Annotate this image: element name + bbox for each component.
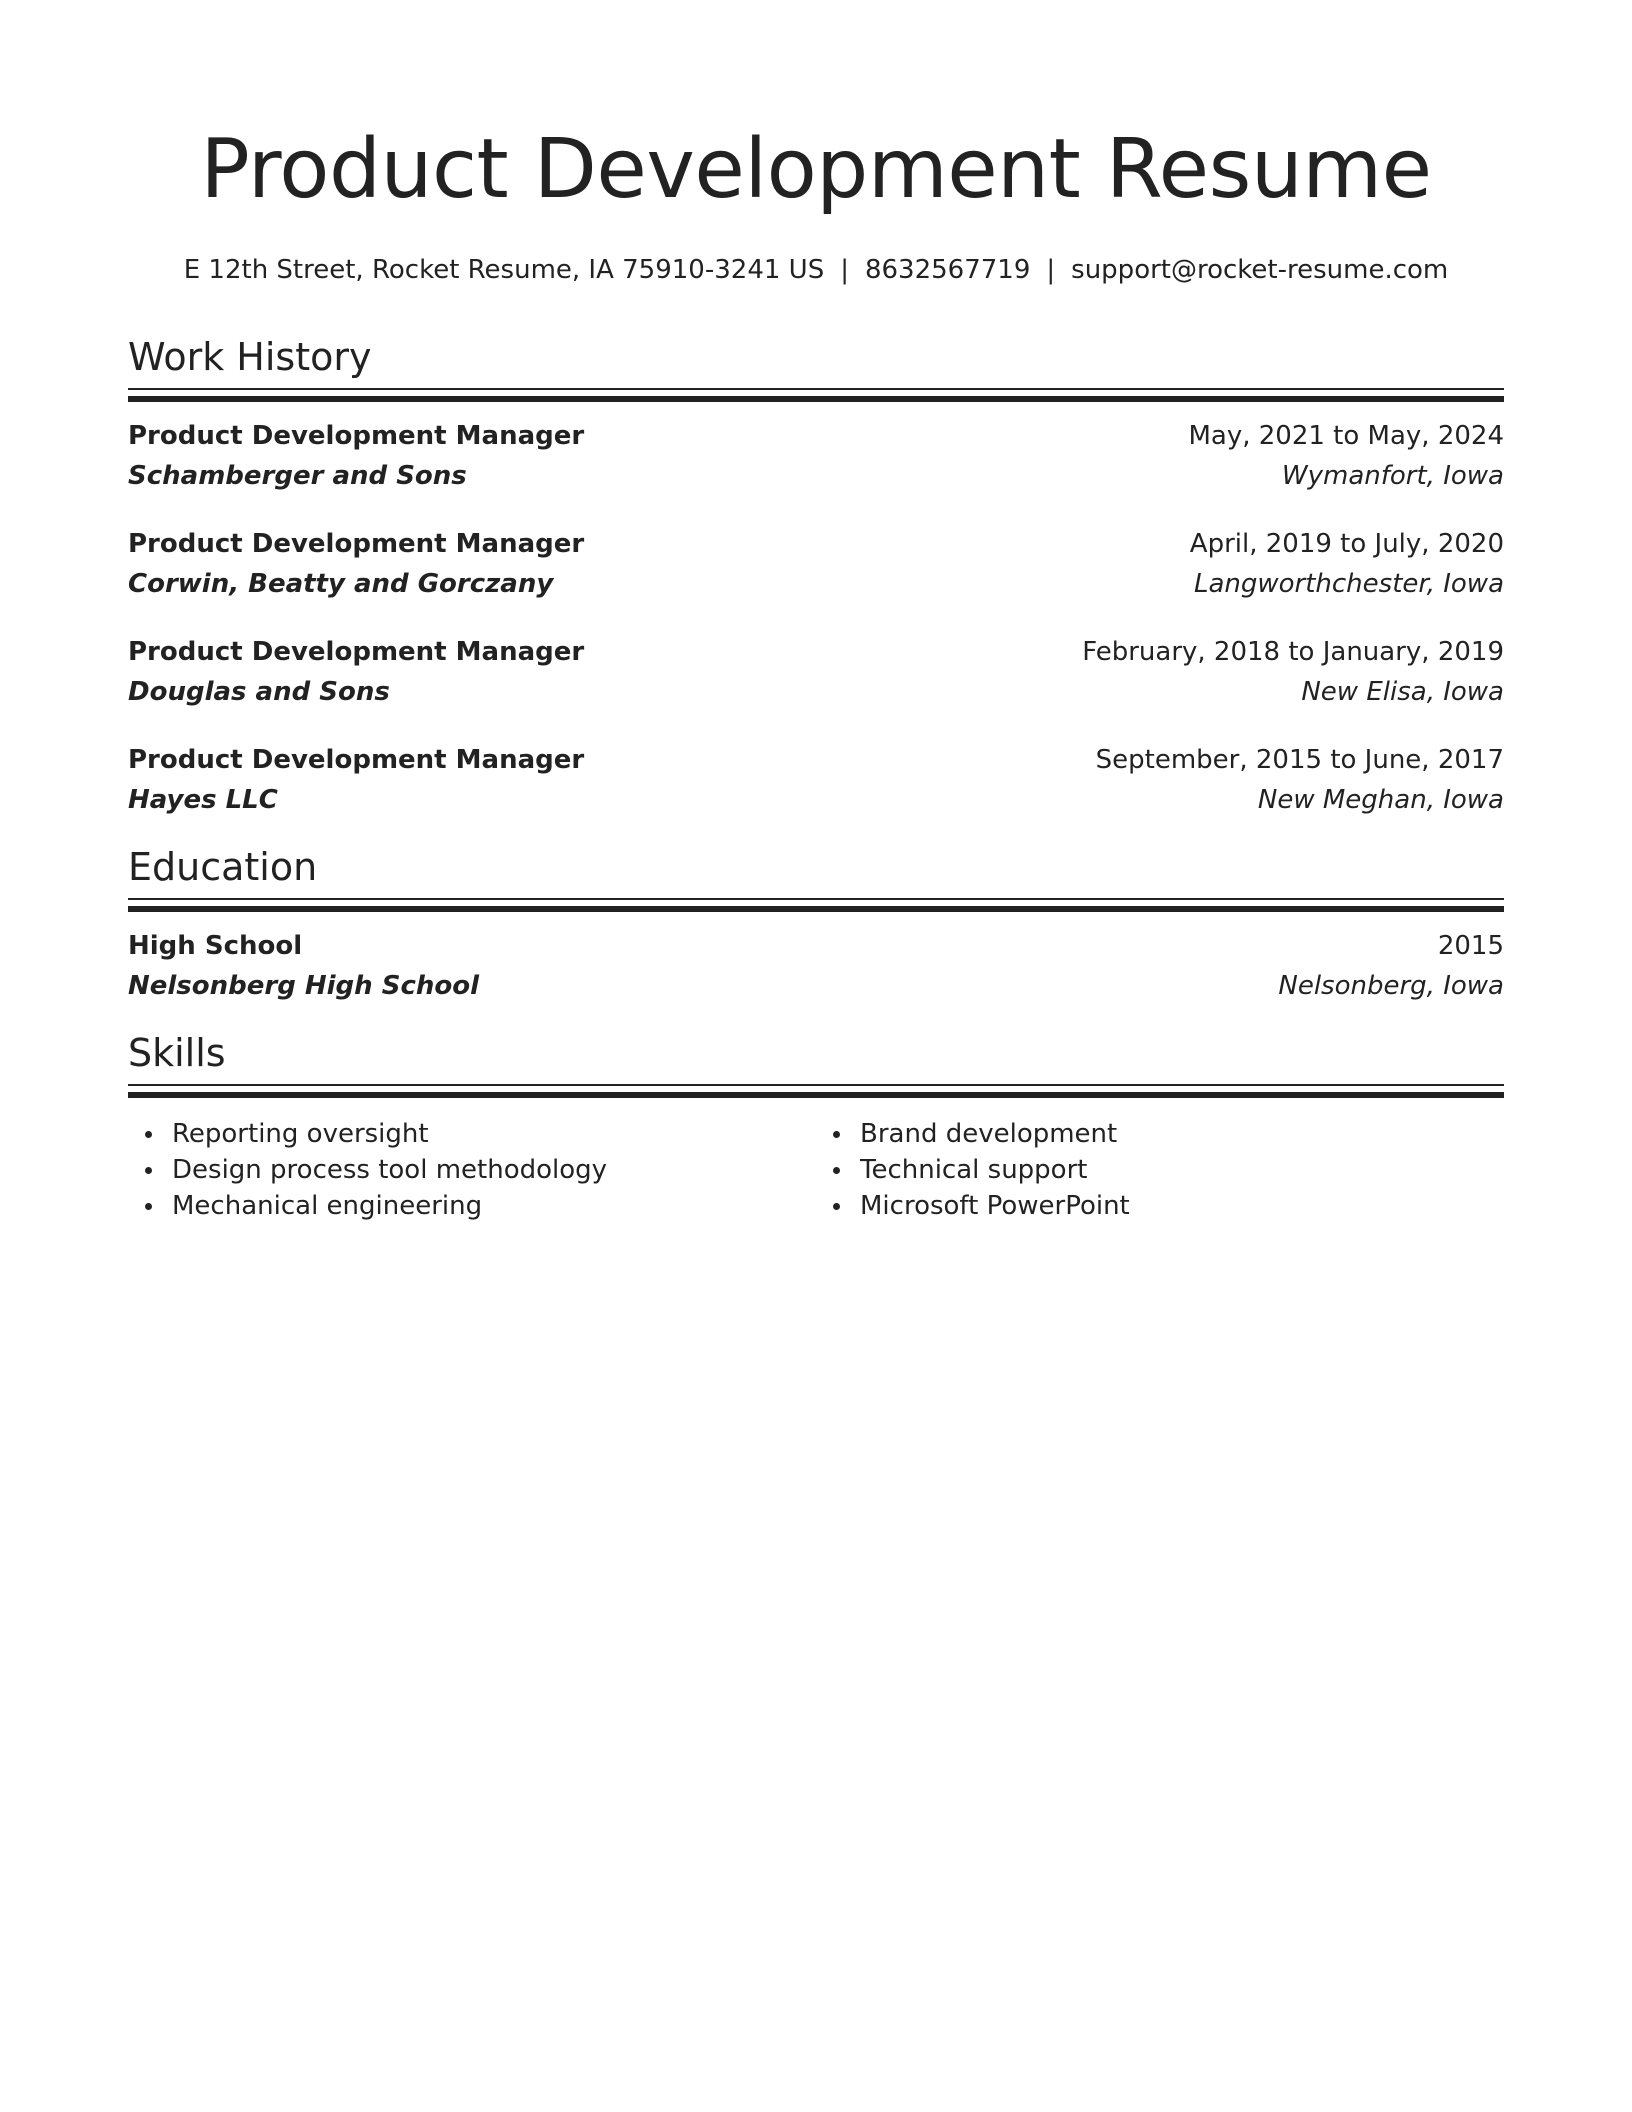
job-location: Wymanfort, Iowa bbox=[1281, 461, 1504, 491]
contact-phone: 8632567719 bbox=[864, 255, 1031, 285]
contact-line bbox=[128, 252, 1504, 288]
education-year: 2015 bbox=[1437, 931, 1504, 961]
job-company: Schamberger and Sons bbox=[128, 461, 467, 491]
skill-item: Technical support bbox=[860, 1152, 1504, 1188]
job-title: Product Development Manager bbox=[128, 529, 585, 559]
education-school: Nelsonberg High School bbox=[128, 971, 480, 1001]
skill-item: Design process tool methodology bbox=[172, 1152, 816, 1188]
section-heading-education: Education bbox=[128, 845, 318, 889]
education-entry bbox=[128, 926, 1504, 1006]
job-company: Douglas and Sons bbox=[128, 677, 390, 707]
job-entry bbox=[128, 740, 1504, 820]
job-location: New Elisa, Iowa bbox=[1301, 677, 1504, 707]
skill-item: Microsoft PowerPoint bbox=[860, 1188, 1504, 1224]
contact-address: E 12th Street, Rocket Resume, IA 75910-3241 US bbox=[183, 255, 825, 285]
section-heading-work-history: Work History bbox=[128, 335, 372, 379]
section-divider bbox=[128, 1084, 1504, 1098]
job-title: Product Development Manager bbox=[128, 637, 585, 667]
job-entry bbox=[128, 524, 1504, 604]
contact-email: support@rocket-resume.com bbox=[1071, 255, 1449, 285]
job-dates: April, 2019 to July, 2020 bbox=[1189, 529, 1504, 559]
education-section bbox=[128, 842, 1504, 1006]
skills-section bbox=[128, 1028, 1504, 1224]
education-degree: High School bbox=[128, 931, 303, 961]
skill-item: Reporting oversight bbox=[172, 1116, 816, 1152]
section-divider bbox=[128, 898, 1504, 912]
job-location: New Meghan, Iowa bbox=[1257, 785, 1504, 815]
skills-grid bbox=[128, 1116, 1504, 1224]
education-location: Nelsonberg, Iowa bbox=[1278, 971, 1504, 1001]
job-entry bbox=[128, 632, 1504, 712]
section-divider bbox=[128, 388, 1504, 402]
skill-item: Mechanical engineering bbox=[172, 1188, 816, 1224]
job-company: Corwin, Beatty and Gorczany bbox=[128, 569, 554, 599]
job-dates: May, 2021 to May, 2024 bbox=[1188, 421, 1504, 451]
contact-separator: | bbox=[1046, 255, 1056, 285]
job-title: Product Development Manager bbox=[128, 421, 585, 451]
contact-separator: | bbox=[840, 255, 849, 285]
skills-list-left bbox=[128, 1116, 816, 1224]
job-entry bbox=[128, 416, 1504, 496]
skill-item: Brand development bbox=[860, 1116, 1504, 1152]
job-title: Product Development Manager bbox=[128, 745, 585, 775]
resume-title: Product Development Resume bbox=[200, 122, 1432, 217]
job-company: Hayes LLC bbox=[128, 785, 278, 815]
work-history-section bbox=[128, 332, 1504, 820]
skills-list-right bbox=[816, 1116, 1504, 1224]
section-heading-skills: Skills bbox=[128, 1031, 226, 1075]
job-dates: September, 2015 to June, 2017 bbox=[1095, 745, 1504, 775]
job-dates: February, 2018 to January, 2019 bbox=[1082, 637, 1504, 667]
job-location: Langworthchester, Iowa bbox=[1193, 569, 1504, 599]
